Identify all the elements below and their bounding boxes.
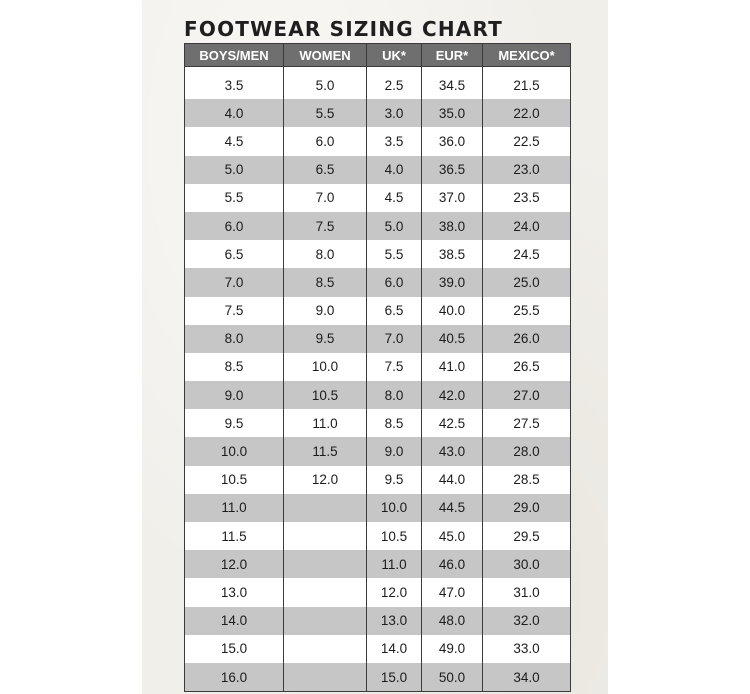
cell-eur: 50.0	[422, 663, 483, 692]
cell-women: 9.0	[284, 297, 367, 325]
cell-women: 5.0	[284, 71, 367, 99]
cell-eur: 35.0	[422, 99, 483, 127]
cell-mexico: 29.0	[483, 494, 571, 522]
cell-boys-men: 16.0	[185, 663, 284, 692]
cell-women	[284, 635, 367, 663]
cell-uk: 8.5	[367, 409, 422, 437]
table-row	[185, 268, 571, 296]
table-row	[185, 240, 571, 268]
cell-uk: 5.5	[367, 240, 422, 268]
cell-eur: 41.0	[422, 353, 483, 381]
cell-boys-men: 3.5	[185, 71, 284, 99]
cell-boys-men: 11.5	[185, 522, 284, 550]
cell-uk: 10.0	[367, 494, 422, 522]
cell-uk: 13.0	[367, 607, 422, 635]
cell-eur: 48.0	[422, 607, 483, 635]
header-women: WOMEN	[284, 44, 367, 67]
cell-mexico: 30.0	[483, 550, 571, 578]
cell-eur: 38.0	[422, 212, 483, 240]
cell-women: 10.5	[284, 381, 367, 409]
cell-boys-men: 8.5	[185, 353, 284, 381]
cell-women: 11.0	[284, 409, 367, 437]
cell-uk: 5.0	[367, 212, 422, 240]
table-row	[185, 71, 571, 99]
table-row	[185, 607, 571, 635]
table-row	[185, 99, 571, 127]
cell-boys-men: 9.5	[185, 409, 284, 437]
cell-boys-men: 4.5	[185, 127, 284, 155]
table-row	[185, 550, 571, 578]
cell-women: 11.5	[284, 437, 367, 465]
cell-women	[284, 494, 367, 522]
cell-uk: 3.0	[367, 99, 422, 127]
cell-uk: 15.0	[367, 663, 422, 692]
cell-women: 9.5	[284, 325, 367, 353]
cell-women: 6.0	[284, 127, 367, 155]
table-row	[185, 127, 571, 155]
table-row	[185, 578, 571, 606]
cell-mexico: 28.0	[483, 437, 571, 465]
cell-mexico: 34.0	[483, 663, 571, 692]
cell-uk: 12.0	[367, 578, 422, 606]
cell-women: 5.5	[284, 99, 367, 127]
header-row	[185, 44, 571, 67]
cell-mexico: 26.0	[483, 325, 571, 353]
cell-mexico: 22.5	[483, 127, 571, 155]
table-row	[185, 156, 571, 184]
cell-boys-men: 7.5	[185, 297, 284, 325]
cell-mexico: 24.5	[483, 240, 571, 268]
cell-mexico: 32.0	[483, 607, 571, 635]
cell-eur: 45.0	[422, 522, 483, 550]
cell-uk: 8.0	[367, 381, 422, 409]
cell-women: 7.5	[284, 212, 367, 240]
header-uk: UK*	[367, 44, 422, 67]
cell-women: 10.0	[284, 353, 367, 381]
cell-boys-men: 5.0	[185, 156, 284, 184]
cell-uk: 6.5	[367, 297, 422, 325]
table-row	[185, 184, 571, 212]
cell-women: 6.5	[284, 156, 367, 184]
table-row	[185, 494, 571, 522]
table-row	[185, 663, 571, 692]
cell-eur: 36.0	[422, 127, 483, 155]
cell-mexico: 21.5	[483, 71, 571, 99]
cell-uk: 3.5	[367, 127, 422, 155]
cell-women	[284, 607, 367, 635]
header-mexico: MEXICO*	[483, 44, 571, 67]
cell-eur: 38.5	[422, 240, 483, 268]
cell-mexico: 27.5	[483, 409, 571, 437]
cell-eur: 47.0	[422, 578, 483, 606]
cell-women	[284, 578, 367, 606]
cell-boys-men: 8.0	[185, 325, 284, 353]
cell-eur: 37.0	[422, 184, 483, 212]
chart-title: FOOTWEAR SIZING CHART	[184, 17, 504, 41]
cell-uk: 11.0	[367, 550, 422, 578]
cell-boys-men: 14.0	[185, 607, 284, 635]
cell-uk: 4.5	[367, 184, 422, 212]
cell-women	[284, 550, 367, 578]
header-boys-men: BOYS/MEN	[185, 44, 284, 67]
cell-mexico: 31.0	[483, 578, 571, 606]
cell-mexico: 25.5	[483, 297, 571, 325]
cell-eur: 40.0	[422, 297, 483, 325]
cell-boys-men: 10.0	[185, 437, 284, 465]
cell-women	[284, 663, 367, 692]
table-row	[185, 522, 571, 550]
cell-boys-men: 11.0	[185, 494, 284, 522]
cell-uk: 2.5	[367, 71, 422, 99]
cell-eur: 46.0	[422, 550, 483, 578]
cell-eur: 34.5	[422, 71, 483, 99]
cell-uk: 14.0	[367, 635, 422, 663]
cell-mexico: 29.5	[483, 522, 571, 550]
cell-women: 7.0	[284, 184, 367, 212]
cell-eur: 44.0	[422, 466, 483, 494]
table-row	[185, 437, 571, 465]
header-eur: EUR*	[422, 44, 483, 67]
cell-boys-men: 7.0	[185, 268, 284, 296]
cell-uk: 7.0	[367, 325, 422, 353]
cell-women: 8.0	[284, 240, 367, 268]
table-row	[185, 325, 571, 353]
cell-eur: 36.5	[422, 156, 483, 184]
cell-women: 12.0	[284, 466, 367, 494]
cell-boys-men: 4.0	[185, 99, 284, 127]
cell-mexico: 28.5	[483, 466, 571, 494]
cell-mexico: 25.0	[483, 268, 571, 296]
cell-uk: 10.5	[367, 522, 422, 550]
table-row	[185, 409, 571, 437]
sizing-table	[184, 43, 571, 692]
cell-uk: 9.5	[367, 466, 422, 494]
table-row	[185, 466, 571, 494]
cell-boys-men: 9.0	[185, 381, 284, 409]
cell-eur: 43.0	[422, 437, 483, 465]
cell-boys-men: 13.0	[185, 578, 284, 606]
table-row	[185, 297, 571, 325]
table-row	[185, 353, 571, 381]
cell-mexico: 27.0	[483, 381, 571, 409]
cell-mexico: 23.0	[483, 156, 571, 184]
cell-boys-men: 12.0	[185, 550, 284, 578]
table-header	[185, 44, 571, 67]
cell-eur: 42.5	[422, 409, 483, 437]
cell-eur: 49.0	[422, 635, 483, 663]
cell-boys-men: 15.0	[185, 635, 284, 663]
cell-mexico: 26.5	[483, 353, 571, 381]
table-row	[185, 212, 571, 240]
cell-mexico: 23.5	[483, 184, 571, 212]
cell-mexico: 33.0	[483, 635, 571, 663]
cell-boys-men: 10.5	[185, 466, 284, 494]
cell-mexico: 24.0	[483, 212, 571, 240]
cell-boys-men: 6.0	[185, 212, 284, 240]
cell-women	[284, 522, 367, 550]
cell-uk: 7.5	[367, 353, 422, 381]
cell-eur: 42.0	[422, 381, 483, 409]
table-row	[185, 381, 571, 409]
cell-eur: 40.5	[422, 325, 483, 353]
cell-uk: 4.0	[367, 156, 422, 184]
cell-eur: 39.0	[422, 268, 483, 296]
cell-women: 8.5	[284, 268, 367, 296]
cell-boys-men: 5.5	[185, 184, 284, 212]
cell-eur: 44.5	[422, 494, 483, 522]
table-row	[185, 635, 571, 663]
cell-mexico: 22.0	[483, 99, 571, 127]
cell-boys-men: 6.5	[185, 240, 284, 268]
cell-uk: 6.0	[367, 268, 422, 296]
cell-uk: 9.0	[367, 437, 422, 465]
table-body	[185, 67, 571, 692]
